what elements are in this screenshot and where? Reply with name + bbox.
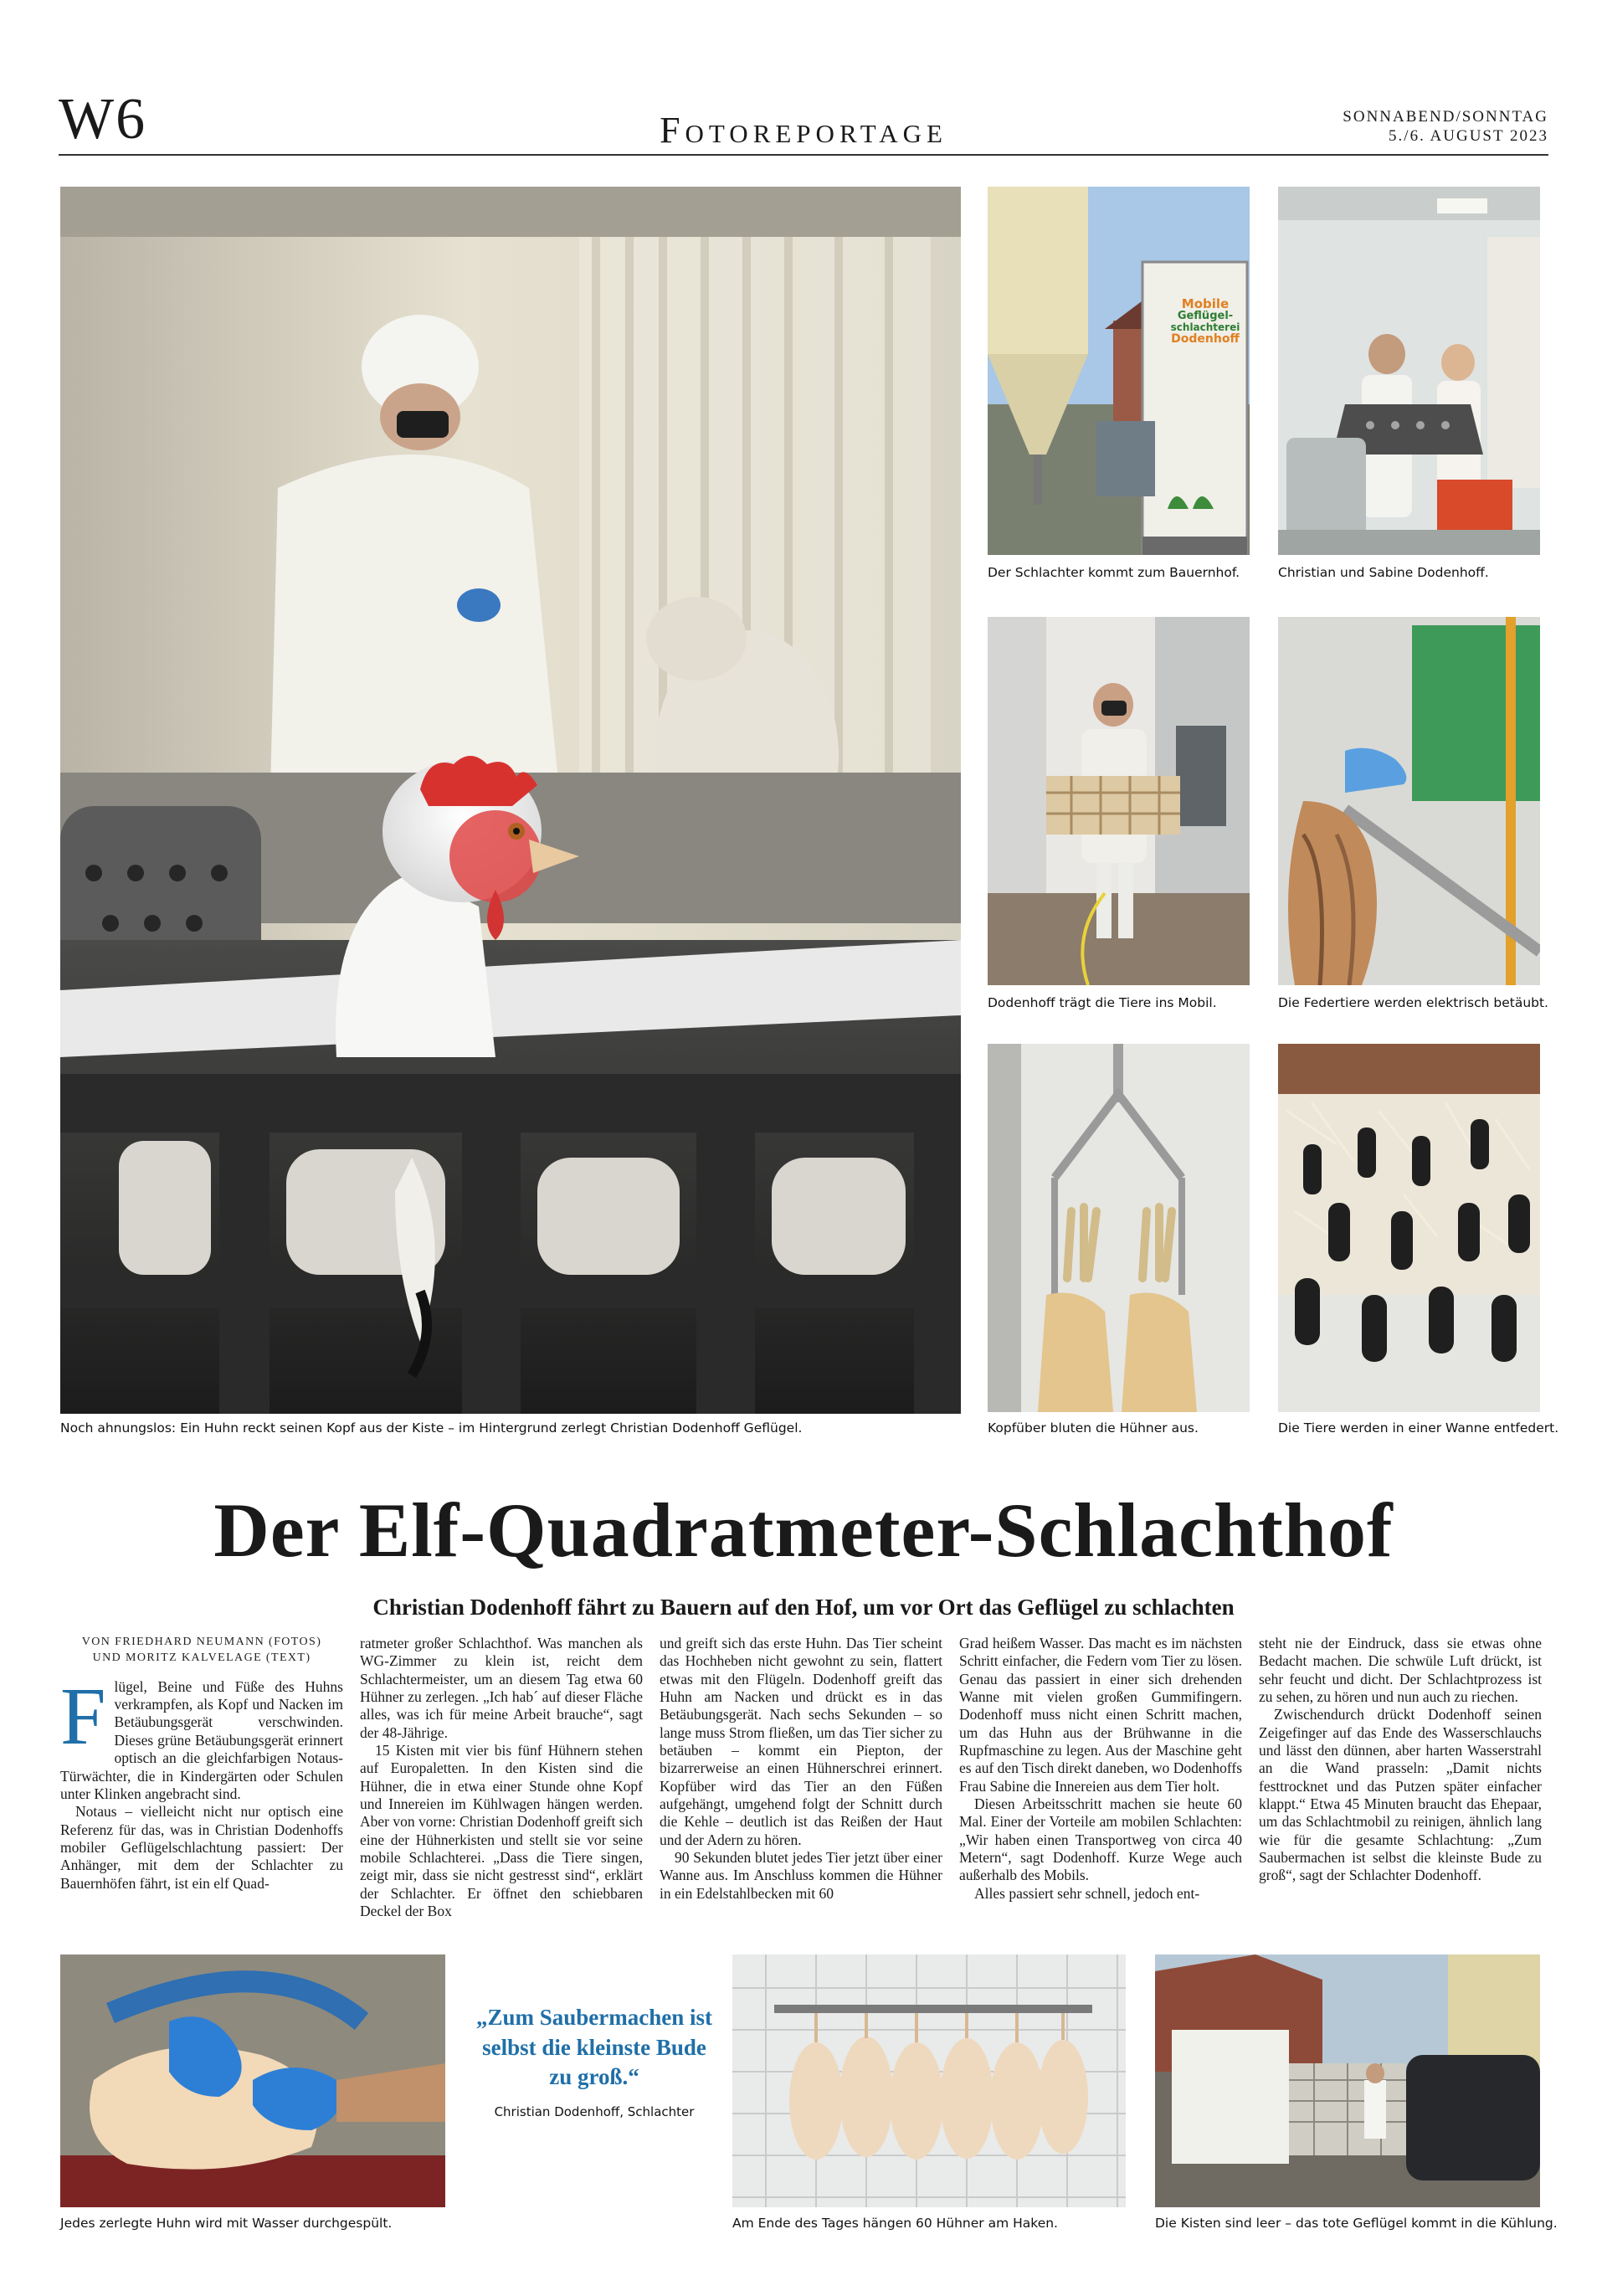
issue-date-line1: SONNABEND/SONNTAG [1343, 108, 1548, 126]
wash-photo-caption: Jedes zerlegte Huhn wird mit Wasser durchgespült. [60, 2216, 393, 2231]
main-photo-chicken-crate [60, 187, 961, 1414]
byline-photos: VON FRIEDHARD NEUMANN (FOTOS) [81, 1636, 322, 1648]
col1-paragraph-2: Notaus – vielleicht nicht nur optisch eine Referenz für das, was in Christian Dodenhoffs mobiler Geflügelschlachtung passiert: Der Anhänger, mit dem der Schlachter zu Bauernhöfen fährt, ist ein elf Quad- [60, 1803, 343, 1892]
trailer-sign-line2: Geflügel- [1177, 310, 1234, 323]
col2-paragraph-2: 15 Kisten mit vier bis fünf Hühnern stehen auf Europaletten. In den Kisten sind die Hühner, die in etwa einer Stunde ohne Kopf und Innereien im Kühlwagen hängen werden. Aber von vorne: Christian Dodenhoff greift sich eine der Hühnerkisten und stellt sie vor seine mobile Schlachterei. „Dass die Tiere singen, zeigt mir, dass sie nicht gestresst sind“, erklärt der Schlachter. Er öffnet den schiebbaren Deckel der Box [360, 1742, 643, 1920]
pull-quote-source: Christian Dodenhoff, Schlachter [494, 2103, 695, 2119]
bleed-photo-caption: Kopfüber bluten die Hühner aus. [988, 1420, 1199, 1436]
col3-paragraph-2: 90 Sekunden blutet jedes Tier jetzt über einer Wanne aus. Im Anschluss kommen die Hühner in ein Edelstahlbecken mit 60 [660, 1849, 942, 1902]
col4-paragraph-2: Diesen Arbeitsschritt machen sie heute 60 Mal. Einer der Vorteile am mobilen Schlachten: „Wir haben einen Transportweg von circa 40 Metern“, sagt Dodenhoff. Kurze Wege auch außerhalb des Mobils. [959, 1795, 1242, 1884]
col4-paragraph-1: Grad heißem Wasser. Das macht es im nächsten Schritt einfacher, die Federn vom Tier zu lösen. Genau das passiert in einer sich drehenden Wanne mit vielen großen Gummifingern. Dodenhoff muss nicht einen Schritt machen, um das Huhn aus der Brühwanne in die Rupfmaschine zu legen. Aus der Maschine geht es auf den Tisch direkt daneben, wo Dodenhoffs Frau Sabine die Innereien aus dem Tier holt. [959, 1635, 1242, 1795]
photo-hanging-chickens [732, 1954, 1126, 2207]
byline [60, 1635, 343, 1667]
carry-photo-caption: Dodenhoff trägt die Tiere ins Mobil. [988, 995, 1217, 1010]
photo-stunning-device [1278, 617, 1540, 985]
photo-farm-trailer [988, 187, 1250, 555]
col1-paragraph-1: lügel, Beine und Füße des Huhns verkrampfen, als Kopf und Nacken im Betäubungsgerät verschwinden. Dieses grüne Betäubungsgerät erinnert optisch an die gleichfarbigen Notaus-Türwächter, die in Kindergärten oder Schulen unter Klinken angebracht sind. [60, 1677, 343, 1802]
article-column-2 [360, 1635, 643, 1921]
article-headline: Der Elf-Quadratmeter-Schlachthof [213, 1487, 1394, 1573]
hooks-photo-caption: Am Ende des Tages hängen 60 Hühner am Haken. [732, 2216, 1058, 2231]
crates-photo-caption: Die Kisten sind leer – das tote Geflügel kommt in die Kühlung. [1155, 2216, 1558, 2231]
article-subhead: Christian Dodenhoff fährt zu Bauern auf den Hof, um vor Ort das Geflügel zu schlachten [372, 1595, 1235, 1620]
drop-cap: F [60, 1671, 106, 1762]
article-column-3 [660, 1635, 942, 1903]
col5-paragraph-2: Zwischendurch drückt Dodenhoff seinen Zeigefinger auf das Ende des Wasserschlauchs und lässt den dünnen, aber harten Wasserstrahl an die Wand prasseln: „Damit nichts festtrocknet und das Putzen später einfacher klappt.“ Etwa 45 Minuten braucht das Ehepaar, um das Schlachtmobil zu reinigen, ähnlich lang wie für die gesamte Schlachtung: „Zum Saubermachen ist selbst die kleinste Bude zu groß“, sagt der Schlachter Dodenhoff. [1259, 1706, 1542, 1884]
article-column-4 [959, 1635, 1242, 1903]
section-title: Fotoreportage [660, 110, 947, 151]
byline-text: UND MORITZ KALVELAGE (TEXT) [92, 1651, 311, 1664]
photo-washing-chicken [60, 1954, 445, 2207]
trailer-sign [1163, 297, 1247, 346]
stun-photo-caption: Die Federtiere werden elektrisch betäubt. [1278, 995, 1548, 1010]
col5-paragraph-1: steht nie der Eindruck, dass sie etwas ohne Bedacht machen. Die schwüle Luft drückt, ist sehr feucht und dicht. Der Schlachtprozess ist zu sehen, zu hören und nun auch zu riechen. [1259, 1635, 1542, 1706]
article-column-1 [60, 1635, 343, 1893]
page-number: W6 [59, 87, 147, 152]
photo-couple-in-trailer [1278, 187, 1540, 555]
photo-bleeding-hooks [988, 1044, 1250, 1412]
couple-photo-caption: Christian und Sabine Dodenhoff. [1278, 565, 1489, 580]
pull-quote [469, 2003, 720, 2119]
header-divider [59, 154, 1548, 156]
issue-date [1343, 107, 1548, 146]
photo-plucking-fingers [1278, 1044, 1540, 1412]
col3-paragraph-1: und greift sich das erste Huhn. Das Tier scheint das Hochheben nicht gewohnt zu sein, flattert etwas mit den Flügeln. Dodenhoff greift das Huhn am Nacken und drückt es in das Betäubungsgerät. Nach sechs Sekunden – so lange muss Strom fließen, um das Tier sicher zu betäuben – kommt ein Piepton, der bizarrerweise an einen Hühnerschrei erinnert. Kopfüber wird das Tier an den Füßen aufgehängt, umgehend folgt der Schnitt durch die Kehle – deutlich ist das Reißen der Haut und der Adern zu hören. [660, 1635, 942, 1848]
farm-photo-caption: Der Schlachter kommt zum Bauernhof. [988, 565, 1240, 580]
main-photo-caption: Noch ahnungslos: Ein Huhn reckt seinen Kopf aus der Kiste – im Hintergrund zerlegt Christian Dodenhoff Geflügel. [60, 1420, 803, 1436]
pluck-photo-caption: Die Tiere werden in einer Wanne entfedert. [1278, 1420, 1559, 1436]
photo-empty-crates [1155, 1954, 1540, 2207]
photo-carrying-crate [988, 617, 1250, 985]
pull-quote-text: „Zum Saubermachen ist selbst die kleinste Bude zu groß.“ [475, 2005, 713, 2090]
col4-paragraph-3: Alles passiert sehr schnell, jedoch ent- [974, 1884, 1200, 1902]
trailer-sign-line1: Mobile [1181, 296, 1230, 311]
trailer-sign-line3: schlachterei [1170, 321, 1240, 334]
trailer-sign-line4: Dodenhoff [1171, 332, 1240, 347]
issue-date-line2: 5./6. AUGUST 2023 [1389, 127, 1548, 146]
article-column-5 [1259, 1635, 1542, 1885]
col2-paragraph-1: ratmeter großer Schlachthof. Was manchen als WG-Zimmer zu klein ist, reicht dem Schlachtermeister, um an diesem Tag etwa 60 Hühner zu zerlegen. „Ich hab´ auf dieser Fläche alles, was ich für meine Arbeit brauche“, sagt der 48-Jährige. [360, 1635, 643, 1741]
